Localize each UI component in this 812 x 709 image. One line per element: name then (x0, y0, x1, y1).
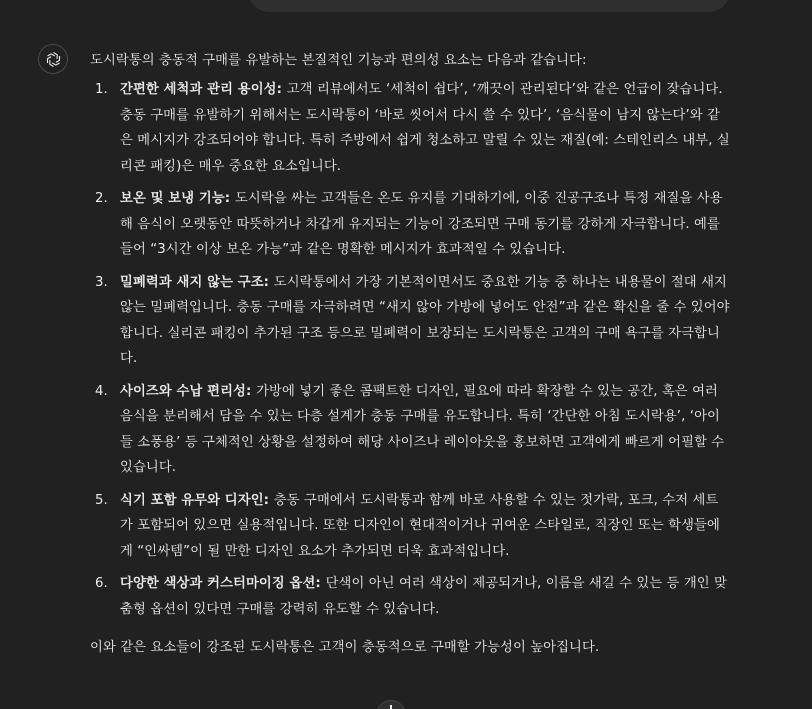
list-item-number: 1. (95, 82, 108, 97)
list-item (90, 571, 730, 622)
list-item-title: 식기 포함 유무와 디자인: (120, 492, 274, 508)
list-item-body: 단색이 아닌 여러 색상이 제공되거나, 이름을 새길 수 있는 등 개인 맞춤형 옵션이 있다면 구매를 강력히 유도할 수 있습니다. (120, 576, 727, 617)
list-item-body: 가방에 넣기 좋은 콤팩트한 디자인, 필요에 따라 확장할 수 있는 공간, 혹은 여러 음식을 분리해서 담을 수 있는 다층 설계가 충동 구매를 유도합니다. 특히 ‘간단한 아침 도시락용’, ‘아이들 소풍용’ 등 구체적인 상황을 설정하여 해당 사이즈나 레이아웃을 홍보하면 고객에게 빠르게 어필할 수 있습니다. (120, 383, 725, 475)
list-item-number: 2. (95, 191, 108, 206)
list-item-number: 6. (95, 576, 108, 591)
openai-logo-icon (44, 50, 63, 69)
list-item-body: 도시락통에서 가장 기본적이면서도 중요한 기능 중 하나는 내용물이 절대 새지 않는 밀폐력입니다. 충동 구매를 자극하려면 “새지 않아 가방에 넣어도 안전”과 같은 확신을 줄 수 있어야 합니다. 실리콘 패킹이 추가된 구조 등으로 밀폐력이 보장되는 도시락통은 고객의 구매 욕구를 자극합니다. (120, 274, 730, 366)
response-intro: 도시락통의 충동적 구매를 유발하는 본질적인 기능과 편의성 요소는 다음과 같습니다: (90, 53, 587, 68)
arrow-down-icon (390, 705, 392, 709)
list-item (90, 186, 730, 263)
feature-list (90, 77, 730, 622)
list-item-body: 도시락을 싸는 고객들은 온도 유지를 기대하기에, 이중 진공구조나 특정 재질을 사용해 음식이 오랫동안 따뜻하거나 차갑게 유지되는 기능이 강조되면 구매 동기를 강하게 자극합니다. 예를 들어 “3시간 이상 보온 가능”과 같은 명확한 메시지가 효과적일 수 있습니다. (120, 191, 723, 257)
assistant-message (90, 48, 730, 674)
user-message-bubble (248, 0, 730, 12)
list-item-title: 사이즈와 수납 편리성: (120, 383, 257, 399)
list-item (90, 270, 730, 372)
list-item-number: 3. (95, 274, 108, 290)
list-item-title: 다양한 색상과 커스터마이징 옵션: (120, 576, 326, 591)
list-item-body: 충동 구매에서 도시락통과 함께 바로 사용할 수 있는 젓가락, 포크, 수저 세트가 포함되어 있으면 실용적입니다. 또한 디자인이 현대적이거나 귀여운 스타일로, 직장인 또는 학생들에게 “인싸템”이 될 만한 디자인 요소가 추가되면 더욱 효과적입니다. (120, 492, 720, 559)
list-item-number: 4. (95, 383, 108, 399)
list-item (90, 488, 730, 565)
list-item-body: 고객 리뷰에서도 ‘세척이 쉽다’, ‘깨끗이 관리된다’와 같은 언급이 잦습니다. 충동 구매를 유발하기 위해서는 도시락통이 ‘바로 씻어서 다시 쓸 수 있다’, ‘음식물이 남지 않는다’와 같은 메시지가 강조되어야 합니다. 특히 주방에서 쉽게 청소하고 말릴 수 있는 재질(예: 스테인리스 내부, 실리콘 패킹)은 매우 중요한 요소입니다. (120, 82, 730, 174)
list-item-number: 5. (95, 492, 108, 508)
list-item-title: 간편한 세척과 관리 용이성: (120, 82, 287, 97)
list-item (90, 379, 730, 481)
list-item-title: 밀폐력과 새지 않는 구조: (120, 274, 274, 290)
assistant-avatar (38, 44, 68, 74)
list-item (90, 77, 730, 179)
scroll-to-bottom-button[interactable] (376, 700, 406, 709)
response-outro: 이와 같은 요소들이 강조된 도시락통은 고객이 충동적으로 구매할 가능성이 높아집니다. (90, 640, 600, 655)
list-item-title: 보온 및 보냉 기능: (120, 191, 235, 206)
